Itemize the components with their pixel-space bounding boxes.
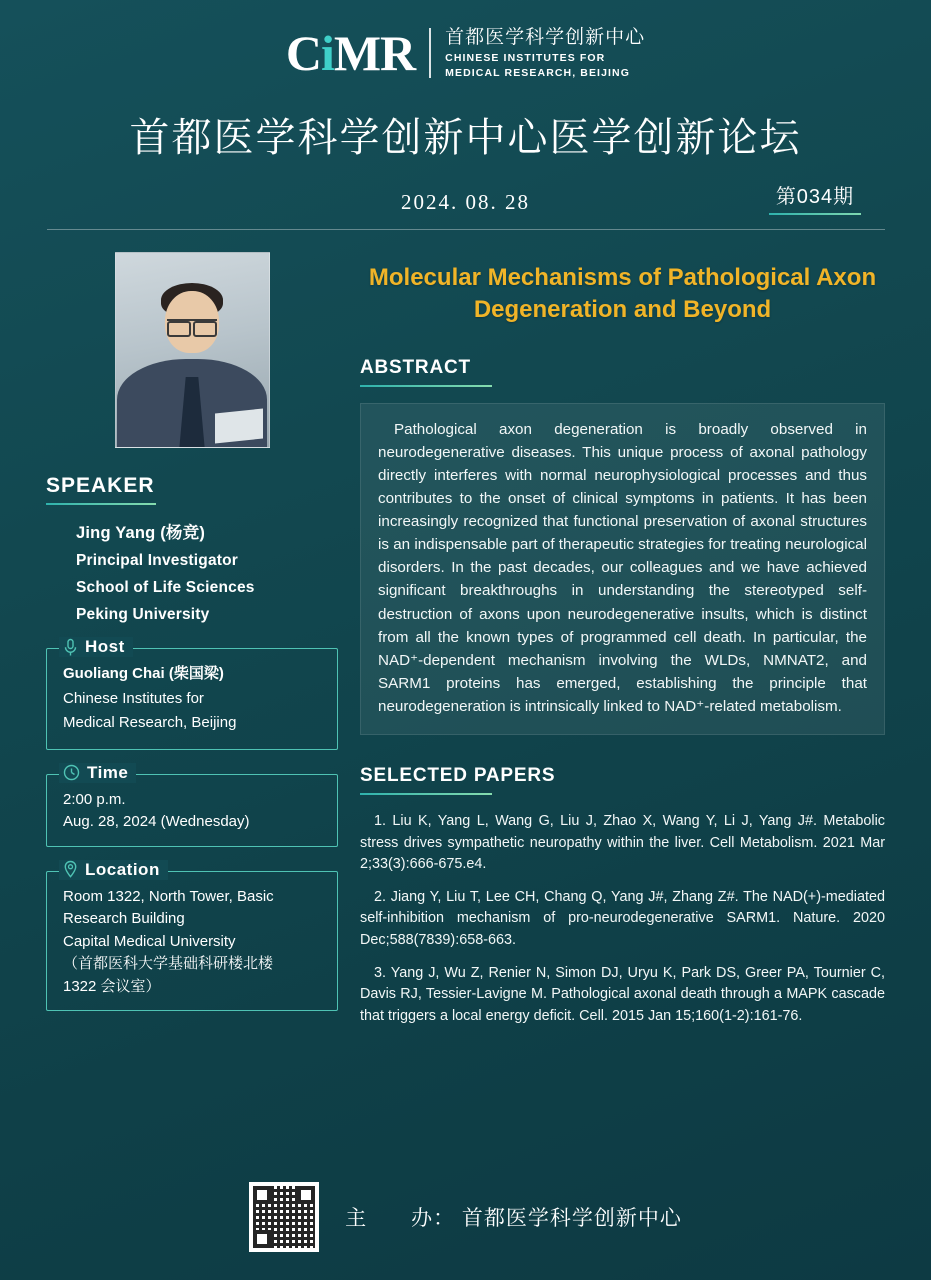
- time-line2: Aug. 28, 2024 (Wednesday): [63, 813, 250, 830]
- issue-underline: [769, 213, 861, 215]
- event-date: 2024. 08. 28: [401, 190, 530, 214]
- location-card: [46, 859, 338, 1012]
- organizer-name: 首都医学科学创新中心: [461, 1207, 682, 1230]
- abstract-rule: [360, 385, 492, 387]
- paper-item: 3. Yang J, Wu Z, Renier N, Simon DJ, Uryu K, Park DS, Greer PA, Tournier C, Davis RJ, Tessier-Lavigne M. Pathological axonal death through a MAPK cascade that triggers a local energy deficit. Cell. 2015 Jan 15;160(1-2):161-76.: [360, 964, 885, 1024]
- location-line4: （首都医科大学基础科研楼北楼: [63, 955, 274, 972]
- location-line3: Capital Medical University: [63, 932, 236, 950]
- location-label: Location: [85, 859, 160, 879]
- abstract-label: ABSTRACT: [360, 356, 471, 378]
- speaker-department: School of Life Sciences: [76, 579, 255, 596]
- logo-divider: [429, 28, 431, 78]
- abstract-section: [360, 357, 885, 735]
- organizer-label: 主 办：: [345, 1207, 456, 1230]
- issue-badge: [769, 180, 861, 215]
- right-column: [338, 252, 885, 1038]
- organizer-row: [345, 1202, 682, 1232]
- date-row: [0, 181, 931, 215]
- location-line2: Research Building: [63, 910, 185, 927]
- speaker-title: Principal Investigator: [76, 552, 239, 569]
- logo-wordmark-text: CiMR: [285, 25, 416, 81]
- logo-english-line2: MEDICAL RESEARCH, BEIJING: [445, 66, 630, 79]
- time-line1: 2:00 p.m.: [63, 790, 126, 808]
- speaker-institution: Peking University: [76, 606, 210, 623]
- microphone-icon: [63, 638, 78, 657]
- papers-label: SELECTED PAPERS: [360, 765, 556, 786]
- clock-icon: [63, 764, 80, 781]
- brand-logo: [0, 0, 931, 80]
- host-name: Guoliang Chai (柴国梁): [63, 665, 224, 682]
- location-line5: 1322 会议室）: [63, 977, 161, 995]
- abstract-text: Pathological axon degeneration is broadly observed in neurodegenerative diseases. This unique process of axonal pathology directly interferes with normal neurophysiological processes and thus contributes to the onset of clinical symptoms in patients. It has been increasingly recognized that functional preservation of axonal structures is an indispensable part of therapeutic strategies for treating neurological disorders. In the past decades, our colleagues and we have achieved significant breakthroughs in understanding the stereotyped self-destruction of axons upon neurodegenerative insults, which is distinct from all the known types of programmed cell death. In particular, the NAD⁺-dependent mechanism involving the WLDs, NMNAT2, and SARM1 proteins has emerged, establishing the principle that neurodegeneration is intrinsically linked to NAD⁺-related metabolism.: [378, 420, 867, 715]
- talk-title: Molecular Mechanisms of Pathological Axon Degeneration and Beyond: [368, 264, 877, 324]
- host-lines: [63, 663, 323, 735]
- logo-wordmark: [285, 25, 416, 81]
- time-label: Time: [87, 762, 129, 782]
- speaker-photo: [115, 252, 270, 448]
- host-card: [46, 637, 338, 750]
- time-card-title: [59, 763, 136, 783]
- time-card: [46, 762, 338, 847]
- speaker-name: Jing Yang (杨竞): [76, 524, 206, 542]
- host-label: Host: [85, 637, 125, 656]
- location-pin-icon: [63, 860, 78, 879]
- location-lines: [63, 886, 323, 999]
- left-column: [46, 252, 338, 1038]
- time-lines: [63, 789, 323, 834]
- paper-item: 2. Jiang Y, Liu T, Lee CH, Chang Q, Yang J#, Zhang Z#. The NAD(+)-mediated self-inhibition mechanism of pro-neurodegenerative SARM1. Nature. 2020 Dec;588(7839):658-663.: [360, 888, 885, 949]
- page-title: 首都医学科学创新中心医学创新论坛: [129, 116, 802, 160]
- papers-rule: [360, 793, 492, 795]
- logo-chinese-name: 首都医学科学创新中心: [445, 27, 646, 48]
- paper-item: 1. Liu K, Yang L, Wang G, Liu J, Zhao X, Wang Y, Li J, Yang J#. Metabolic stress drives sympathetic neuropathy within the liver. Cell Metabolism. 2021 Mar 2;33(3):666-675.e4.: [360, 813, 885, 873]
- logo-english-line1: CHINESE INSTITUTES FOR: [445, 51, 606, 64]
- footer: [0, 1182, 931, 1252]
- papers-list: [360, 811, 885, 1027]
- host-org-line2: Medical Research, Beijing: [63, 714, 237, 731]
- abstract-box: [360, 403, 885, 735]
- content-area: [0, 230, 931, 1038]
- host-card-title: [59, 637, 133, 657]
- location-card-title: [59, 860, 168, 880]
- issue-number: 第034期: [775, 186, 855, 208]
- papers-section: [360, 765, 885, 1027]
- speaker-section-label: SPEAKER: [46, 474, 155, 497]
- logo-text-block: [445, 26, 645, 80]
- speaker-details: [46, 505, 338, 624]
- speaker-section-header: [46, 474, 338, 505]
- location-line1: Room 1322, North Tower, Basic: [63, 887, 274, 905]
- host-org-line1: Chinese Institutes for: [63, 689, 204, 707]
- qr-code[interactable]: [249, 1182, 319, 1252]
